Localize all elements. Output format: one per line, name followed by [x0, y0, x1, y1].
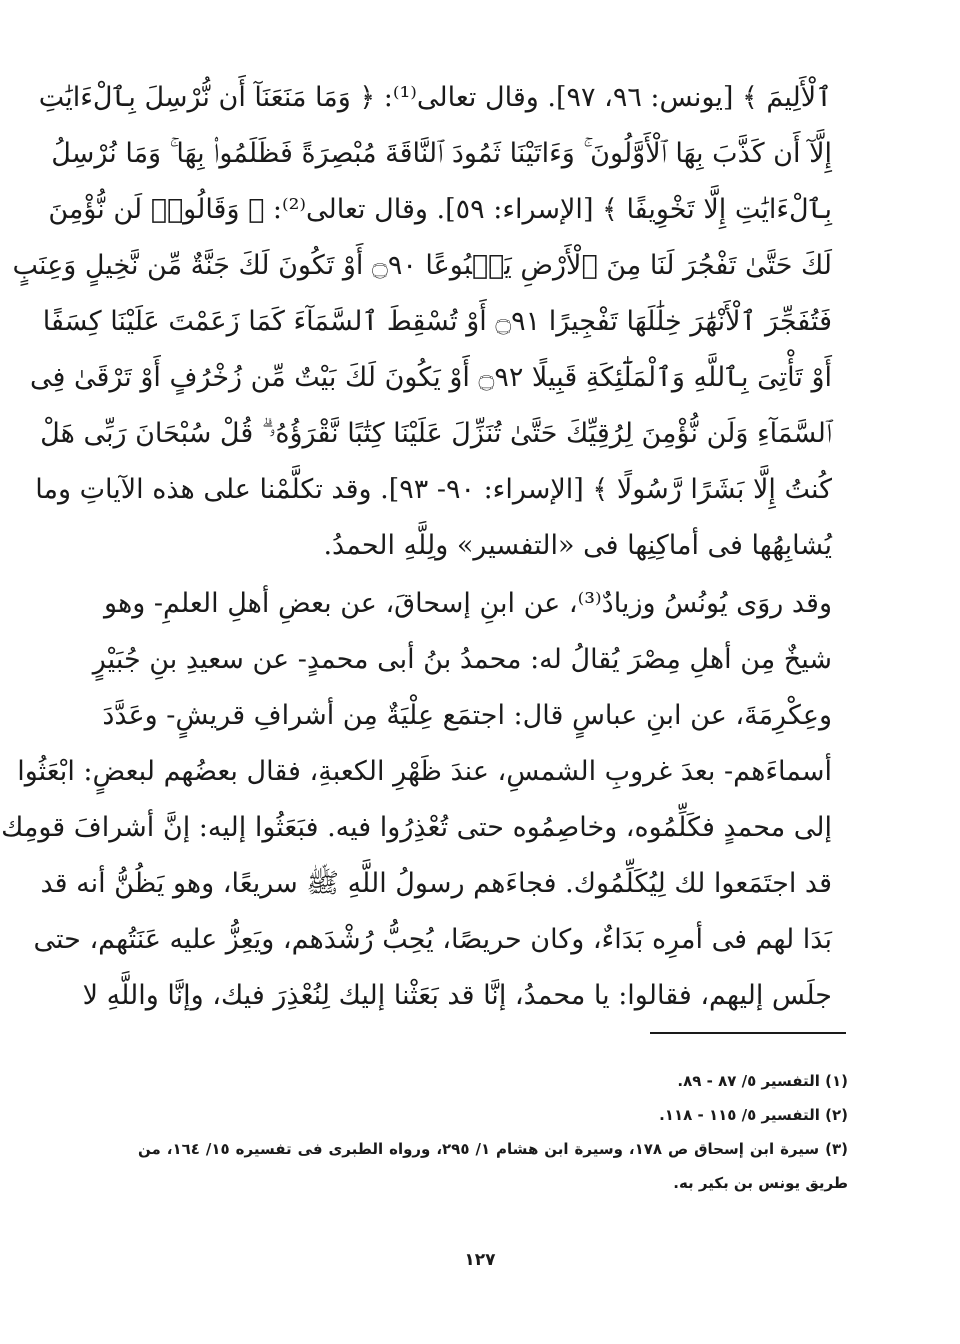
- text-line: فَتُفَجِّرَ ٱلْأَنْهَٰرَ خِلَٰلَهَا تَفْجِيرًا ۝٩١ أَوْ تُسْقِطَ ٱلسَّمَآءَ كَمَا زَعَمْتَ عَلَيْنَا كِسَفًا: [42, 306, 832, 337]
- footnote-1: (١) التفسير ٥/ ٨٧ - ٨٩.: [677, 1072, 848, 1090]
- text-line: ٱلسَّمَآءِ وَلَن نُّؤْمِنَ لِرُقِيِّكَ حَتَّىٰ تُنَزِّلَ عَلَيْنَا كِتَٰبًا نَّقْرَؤُهُۥ ۗ قُلْ سُبْحَانَ رَبِّى هَلْ: [40, 418, 832, 449]
- footnotes: [138, 1064, 848, 1200]
- footnote-3-continued: طريق يونس بن بكير به.: [673, 1174, 848, 1192]
- page-number: ١٢٧: [464, 1250, 496, 1270]
- paragraph-quran-verses: [12, 70, 832, 574]
- paragraph-narration: [1, 576, 832, 1024]
- text-line: يُشابِهُها فى أماكِنِها فى «التفسير» ولِلَّهِ الحمدُ.: [323, 530, 832, 561]
- text-line: أَوْ تَأْتِىَ بِٱللَّهِ وَٱلْمَلَٰٓئِكَةِ قَبِيلًا ۝٩٢ أَوْ يَكُونَ لَكَ بَيْتٌ مِّن زُخْرُفٍ أَوْ تَرْقَىٰ فِى: [29, 362, 832, 393]
- footnote-divider: [650, 1032, 846, 1034]
- text-line: لَكَ حَتَّىٰ تَفْجُرَ لَنَا مِنَ ٱلْأَرْضِ يَنۢبُوعًا ۝٩٠ أَوْ تَكُونَ لَكَ جَنَّةٌ مِّن نَّخِيلٍ وَعِنَبٍ: [12, 250, 832, 281]
- text-line: ٱلْأَلِيمَ ﴾ [يونس: ٩٦، ٩٧]. وقال تعالى⁽¹⁾: ﴿ وَمَا مَنَعَنَآ أَن نُّرْسِلَ بِٱلْءَايَٰتِ: [38, 82, 832, 113]
- text-line: بِٱلْءَايَٰتِ إِلَّا تَخْوِيفًا ﴾ [الإسراء: ٥٩]. وقال تعالى⁽²⁾: ﴿ وَقَالُوا۟ لَن نُّؤْمِنَ: [48, 194, 832, 225]
- text-line: كُنتُ إِلَّا بَشَرًا رَّسُولًا ﴾ [الإسراء: ٩٠- ٩٣]. وقد تكلَّمْنا على هذه الآياتِ وما: [35, 474, 832, 505]
- text-line: جلَس إليهم، فقالوا: يا محمدُ، إنَّا قد بَعَثْنا إليك لِنُعْذِرَ فيك، وإنَّا واللَّهِ لا: [82, 980, 832, 1011]
- text-line: وعِكْرِمَةَ، عن ابنِ عباسٍ قال: اجتمَع عِلْيَةٌ مِن أشرافِ قريشٍ- وعَدَّدَ: [102, 700, 832, 731]
- footnote-2: (٢) التفسير ٥/ ١١٥ - ١١٨.: [659, 1106, 848, 1124]
- text-line: أسماءَهم- بعدَ غروبِ الشمسِ، عندَ ظَهْرِ الكعبةِ، فقال بعضُهم لبعضٍ: ابْعَثُوا: [17, 756, 832, 787]
- text-line: بَدَا لهم فى أمرِه بَدَاءٌ، وكان حريصًا، يُحِبُّ رُشْدَهم، ويَعِزُّ عليه عَنَتُهم، حتى: [33, 924, 832, 955]
- text-line: قد اجتَمَعوا لك لِيُكَلِّمُوك. فجاءَهم رسولُ اللَّهِ ﷺ سريعًا، وهو يَظُنُّ أنه قد: [40, 868, 832, 899]
- text-line: إِلَّآ أَن كَذَّبَ بِهَا ٱلْأَوَّلُونَ ۚ وَءَاتَيْنَا ثَمُودَ ٱلنَّاقَةَ مُبْصِرَةً فَظَلَمُوا۟ بِهَا ۚ وَمَا نُرْسِلُ: [51, 138, 832, 169]
- text-line: إلى محمدٍ فكَلِّمُوه، وخاصِمُوه حتى تُعْذِرُوا فيه. فبَعَثُوا إليه: إنَّ أشرافَ قومِك: [1, 812, 832, 843]
- footnote-3: (٣) سيرة ابن إسحاق ص ١٧٨، وسيرة ابن هشام ١/ ٢٩٥، ورواه الطبرى فى تفسيره ١٥/ ١٦٤، من: [138, 1140, 848, 1158]
- text-line: شيخٌ مِن أهلِ مِصْرَ يُقالُ له: محمدُ بنُ أبى محمدٍ- عن سعيدِ بنِ جُبَيْرٍ: [92, 644, 832, 675]
- text-line: وقد روَى يُونُسُ وزيادٌ⁽³⁾، عن ابنِ إسحاقَ، عن بعضِ أهلِ العلمِ- وهو: [104, 588, 832, 619]
